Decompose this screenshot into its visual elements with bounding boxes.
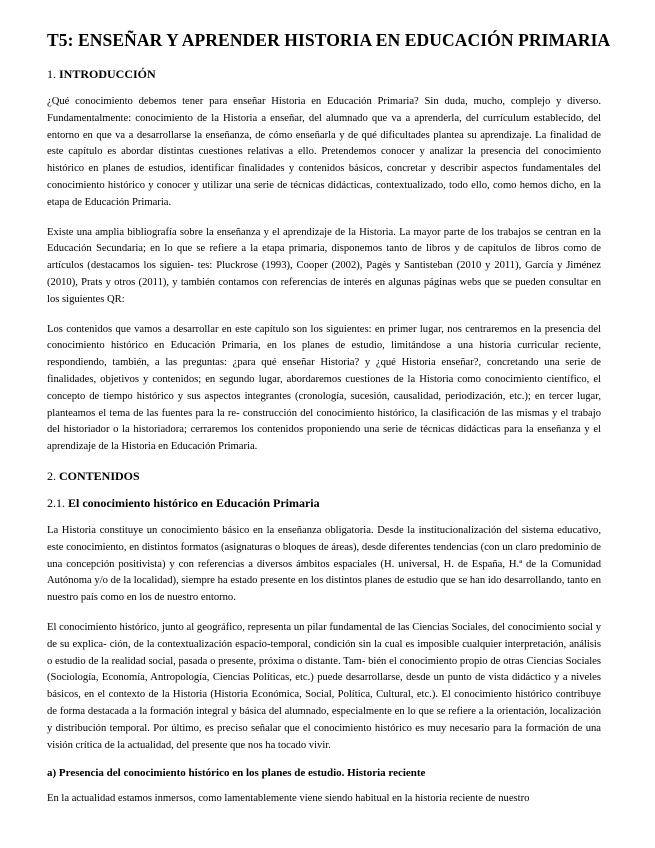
- section-heading-contents: [47, 469, 601, 484]
- subsection-title: El conocimiento histórico en Educación Primaria: [68, 495, 320, 510]
- paragraph-intro-2: Existe una amplia bibliografía sobre la enseñanza y el aprendizaje de la Historia. La mayor parte de los trabajos se centran en la Educación Secundaria; en lo que se refiere a la etapa primaria, disponemos tanto de libros y de capítulos de libros como de artículos (destacamos los siguien- tes: Pluckrose (1993), Cooper (2002), Pagès y Santisteban (2010 y 2011), García y Jiménez (2010), Prats y otros (2011), y también contamos con referencias de interés en algunas páginas webs que se pueden consultar en los siguientes QR:: [47, 226, 601, 305]
- paragraph-history-2: El conocimiento histórico, junto al geográfico, representa un pilar fundamental de las Ciencias Sociales, del conocimiento social y de su explica- ción, de la contextualización espacio-temporal, condición sin la cual es imposible cualquier interpretación, análisis o estudio de la realidad social, pasada o presente, próxima o distante. Tam- bién el conocimiento propio de otras Ciencias Sociales (Sociología, Economía, Antropología, Ciencias Políticas, etc.) puede desarrollarse, desde un punto de vista didáctico y a niveles básicos, en el contexto de la Historia (Historia Económica, Social, Política, Cultural, etc.). El conocimiento histórico contribuye de forma destacada a la formación integral y básica del alumnado, especialmente en lo que se refiere a la orientación, localización y distribución temporal. Por último, es preciso señalar que el conocimiento histórico es muy necesario para la formación de una visión crítica de la actualidad, del presente que nos ha tocado vivir.: [47, 621, 601, 751]
- section-title: CONTENIDOS: [59, 468, 140, 483]
- paragraph-history-1: La Historia constituye un conocimiento básico en la enseñanza obligatoria. Desde la institucionalización del sistema educativo, este conocimiento, en distintos formatos (asignaturas o bloques de áreas), desde diferentes tendencias (con un claro predominio de una concepción positivista) y con referencias a diversos ámbitos espaciales (H. universal, H. de España, H.ª de la Comunidad Autónoma y/o de la localidad), siempre ha estado presente en los distintos planes de estudio que se han ido desarrollando, tanto en nuestro país como en los de nuestro entorno.: [47, 524, 601, 604]
- section-number: 1.: [47, 67, 56, 81]
- subsection-number: 2.1.: [47, 495, 65, 510]
- paragraph-intro-1: ¿Qué conocimiento debemos tener para enseñar Historia en Educación Primaria? Sin duda, mucho, complejo y diverso. Fundamentalmente: conocimiento de la Historia a enseñar, del alumnado que va a aprenderla, del currículum establecido, del entorno en que va a desarrollarse la enseñanza, de cómo enseñarla y de qué dificultades plantea su aprendizaje. La finalidad de este capítulo es abordar distintas cuestiones relativas a ello. Pretendemos conocer y analizar la presencia del conocimiento histórico en planes de estudios, identificar finalidades y contenidos básicos, concretar y describir aspectos fundamentales del conocimiento histórico y conocer y utilizar una serie de técnicas didácticas, contextualizado, todo ello, como hemos dicho, en la etapa de Educación Primaria.: [47, 96, 601, 208]
- section-title: INTRODUCCIÓN: [59, 67, 156, 81]
- section-heading-introduction: [47, 67, 601, 82]
- document-title: T5: ENSEÑAR Y APRENDER HISTORIA EN EDUCACIÓN PRIMARIA: [47, 30, 611, 50]
- paragraph-intro-3: Los contenidos que vamos a desarrollar en este capítulo son los siguientes: en primer lugar, nos centraremos en la presencia del conocimiento histórico en Educación Primaria, en los planes de estudio, limitándose a una historia curricular reciente, respondiendo, también, a las preguntas: ¿para qué enseñar Historia? y ¿qué Historia enseñar?, concretando una serie de finalidades, objetivos y contenidos; en segundo lugar, abordaremos cuestiones de la Historia como conocimiento científico, el concepto de tiempo histórico y sus aspectos integrantes (cronología, sucesión, causalidad, periodización, etc.); en tercer lugar, planteamos el tema de las fuentes para la re- construcción del conocimiento histórico, la clasificación de las mismas y el trabajo del historiador o la historiadora; cerraremos los contenidos proponiendo una serie de técnicas didácticas para la enseñanza y el aprendizaje de la Historia en Educación Primaria.: [47, 323, 601, 453]
- subsection-heading-a: a) Presencia del conocimiento histórico en los planes de estudio. Historia reciente: [47, 767, 426, 780]
- paragraph-history-3: En la actualidad estamos inmersos, como lamentablemente viene siendo habitual en la historia reciente de nuestro: [47, 793, 530, 805]
- section-number: 2.: [47, 468, 56, 483]
- subsection-heading-2-1: [47, 496, 601, 511]
